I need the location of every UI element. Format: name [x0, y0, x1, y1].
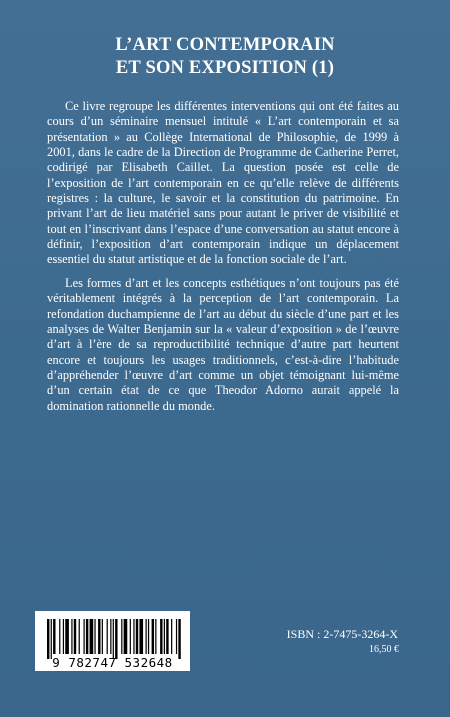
title-line-2: ET SON EXPOSITION (1) [115, 58, 335, 78]
isbn-label: ISBN : 2-7475-3264-X [286, 627, 398, 641]
barcode-digits: 9 782747 532648 [52, 655, 173, 670]
barcode-bars-icon [47, 619, 182, 659]
description-paragraph-2: Les formes d’art et les concepts esthétiques n’ont toujours pas été véritablement intégrés à la perception de l’art contemporain. La refondation duchampienne de l’art au début du siècle d’une part et les analyses de Walter Benjamin sur la « valeur d’exposition » de l’œuvre d’art à l’ère de sa reproductibilité technique d’autre part heurtent encore et toujours les usages traditionnels, c’est-à-dire l’habitude d’appréhender l’œuvre d’art comme un objet témoignant lui-même d’un certain état de ce que Theodor Adorno aurait appelé la domination rationnelle du monde. [47, 276, 399, 413]
barcode [35, 611, 190, 671]
title-line-1: L’ART CONTEMPORAIN [115, 35, 335, 55]
description-paragraph-1: Ce livre regroupe les différentes interventions qui ont été faites au cours d’un séminaire mensuel intitulé « L’art contemporain et sa présentation » au Collège International de Philosophie, de 1999 à 2001, dans le cadre de la Direction de Programme de Catherine Perret, codirigé par Elisabeth Caillet. La question posée est celle de l’exposition de l’art contemporain en ce qu’elle relève de différents registres : la culture, le savoir et la constitution du patrimoine. En privant l’art de lieu matériel sans pour autant le priver de visibilité et tout en l’inscrivant dans l’espace d’une conversation au statut encore à définir, l’exposition d’art contemporain indique un déplacement essentiel du statut artistique et de la fonction sociale de l’art. [47, 99, 399, 267]
price-label: 16,50 € [369, 644, 399, 655]
